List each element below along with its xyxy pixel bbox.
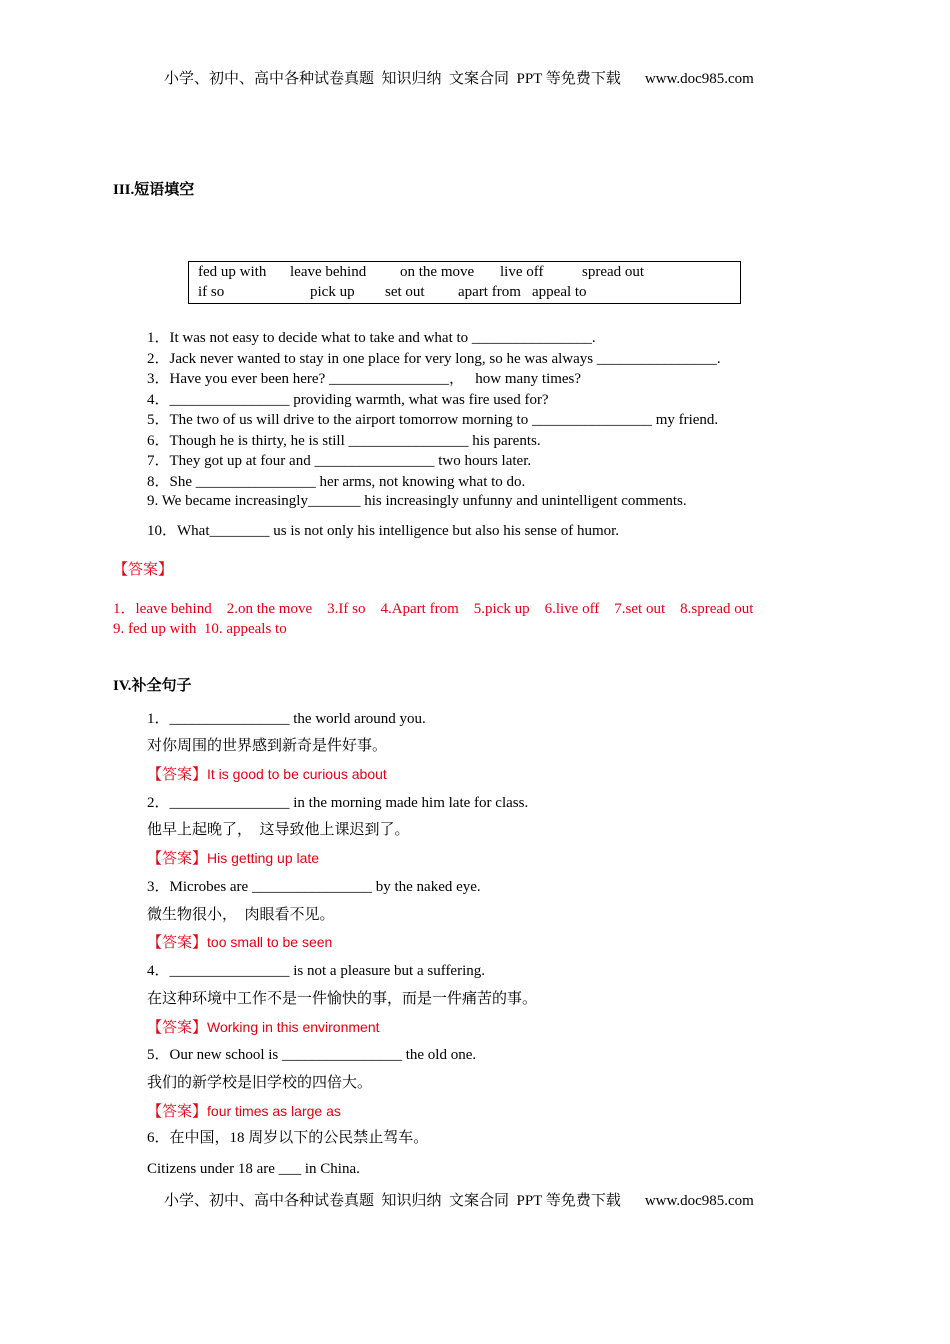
answer-label: 【答案】 xyxy=(147,1104,208,1120)
answer-label: 【答案】 xyxy=(147,935,208,951)
footer-url[interactable]: www.doc985.com xyxy=(644,1193,754,1209)
phrase: apart from xyxy=(458,284,521,300)
sentence-chinese: 对你周围的世界感到新奇是件好事。 xyxy=(147,738,388,754)
page-header xyxy=(164,70,754,88)
header-url[interactable]: www.doc985.com xyxy=(644,71,754,87)
question: 5．The two of us will drive to the airport tomorrow morning to ________________ my friend. xyxy=(147,412,719,428)
sentence-prompt: 5．Our new school is ________________ the old one. xyxy=(147,1047,477,1063)
question: 1．It was not easy to decide what to take and what to ________________. xyxy=(147,330,596,346)
phrase: on the move xyxy=(400,264,475,280)
sentence-prompt: 1．________________ the world around you. xyxy=(147,711,426,727)
answers-line: 1．leave behind 2.on the move 3.If so 4.Apart from 5.pick up 6.live off 7.set out 8.spread out xyxy=(113,601,754,617)
question: 8．She ________________ her arms, not knowing what to do. xyxy=(147,474,526,490)
phrase: live off xyxy=(500,264,544,280)
answer-label: 【答案】 xyxy=(113,562,174,578)
sentence-prompt: 4．________________ is not a pleasure but a suffering. xyxy=(147,963,486,979)
phrase-box xyxy=(188,261,741,304)
section-4-title: IV.补全句子 xyxy=(113,678,192,694)
sentence-prompt: 3．Microbes are ________________ by the naked eye. xyxy=(147,879,481,895)
answer-text: His getting up late xyxy=(207,850,320,866)
phrase: if so xyxy=(198,284,225,300)
footer-text: 小学、初中、高中各种试卷真题 知识归纳 文案合同 PPT 等免费下载 xyxy=(164,1193,621,1209)
answer-label: 【答案】 xyxy=(147,851,208,867)
question: 6．Though he is thirty, he is still ________________ his parents. xyxy=(147,433,541,449)
sentence-answer xyxy=(147,765,387,784)
answer-text: Working in this environment xyxy=(207,1019,380,1035)
question: 9. We became increasingly_______ his increasingly unfunny and unintelligent comments. xyxy=(147,493,687,509)
answer-label: 【答案】 xyxy=(147,767,208,783)
answer-text: It is good to be curious about xyxy=(207,766,387,782)
sentence-answer xyxy=(147,1102,341,1121)
question: 4．________________ providing warmth, what was fire used for? xyxy=(147,392,549,408)
phrase: set out xyxy=(385,284,425,300)
phrase: pick up xyxy=(310,284,355,300)
question: 3．Have you ever been here? ________________， how many times? xyxy=(147,371,582,387)
phrase: spread out xyxy=(582,264,645,280)
answer-text: four times as large as xyxy=(207,1103,341,1119)
sentence-answer xyxy=(147,849,319,868)
answer-text: too small to be seen xyxy=(207,934,333,950)
sentence-answer xyxy=(147,1018,380,1037)
sentence-prompt: Citizens under 18 are ___ in China. xyxy=(147,1161,360,1177)
sentence-chinese: 我们的新学校是旧学校的四倍大。 xyxy=(147,1075,373,1091)
sentence-chinese: 在这种环境中工作不是一件愉快的事，而是一件痛苦的事。 xyxy=(147,991,538,1007)
question: 7．They got up at four and ________________ two hours later. xyxy=(147,453,532,469)
phrase: appeal to xyxy=(532,284,587,300)
answer-label: 【答案】 xyxy=(147,1020,208,1036)
page-footer xyxy=(164,1192,754,1210)
section-3-title: III.短语填空 xyxy=(113,182,195,198)
phrase: leave behind xyxy=(290,264,367,280)
sentence-chinese: 他早上起晚了， 这导致他上课迟到了。 xyxy=(147,822,410,838)
sentence-prompt: 2．________________ in the morning made him late for class. xyxy=(147,795,529,811)
sentence-chinese: 6．在中国，18 周岁以下的公民禁止驾车。 xyxy=(147,1130,429,1146)
question: 2．Jack never wanted to stay in one place for very long, so he was always ________________. xyxy=(147,351,721,367)
sentence-chinese: 微生物很小， 肉眼看不见。 xyxy=(147,907,335,923)
header-text: 小学、初中、高中各种试卷真题 知识归纳 文案合同 PPT 等免费下载 xyxy=(164,71,621,87)
answers-line: 9. fed up with 10. appeals to xyxy=(113,621,287,637)
question: 10．What________ us is not only his intelligence but also his sense of humor. xyxy=(147,523,620,539)
sentence-answer xyxy=(147,933,332,952)
phrase: fed up with xyxy=(198,264,267,280)
